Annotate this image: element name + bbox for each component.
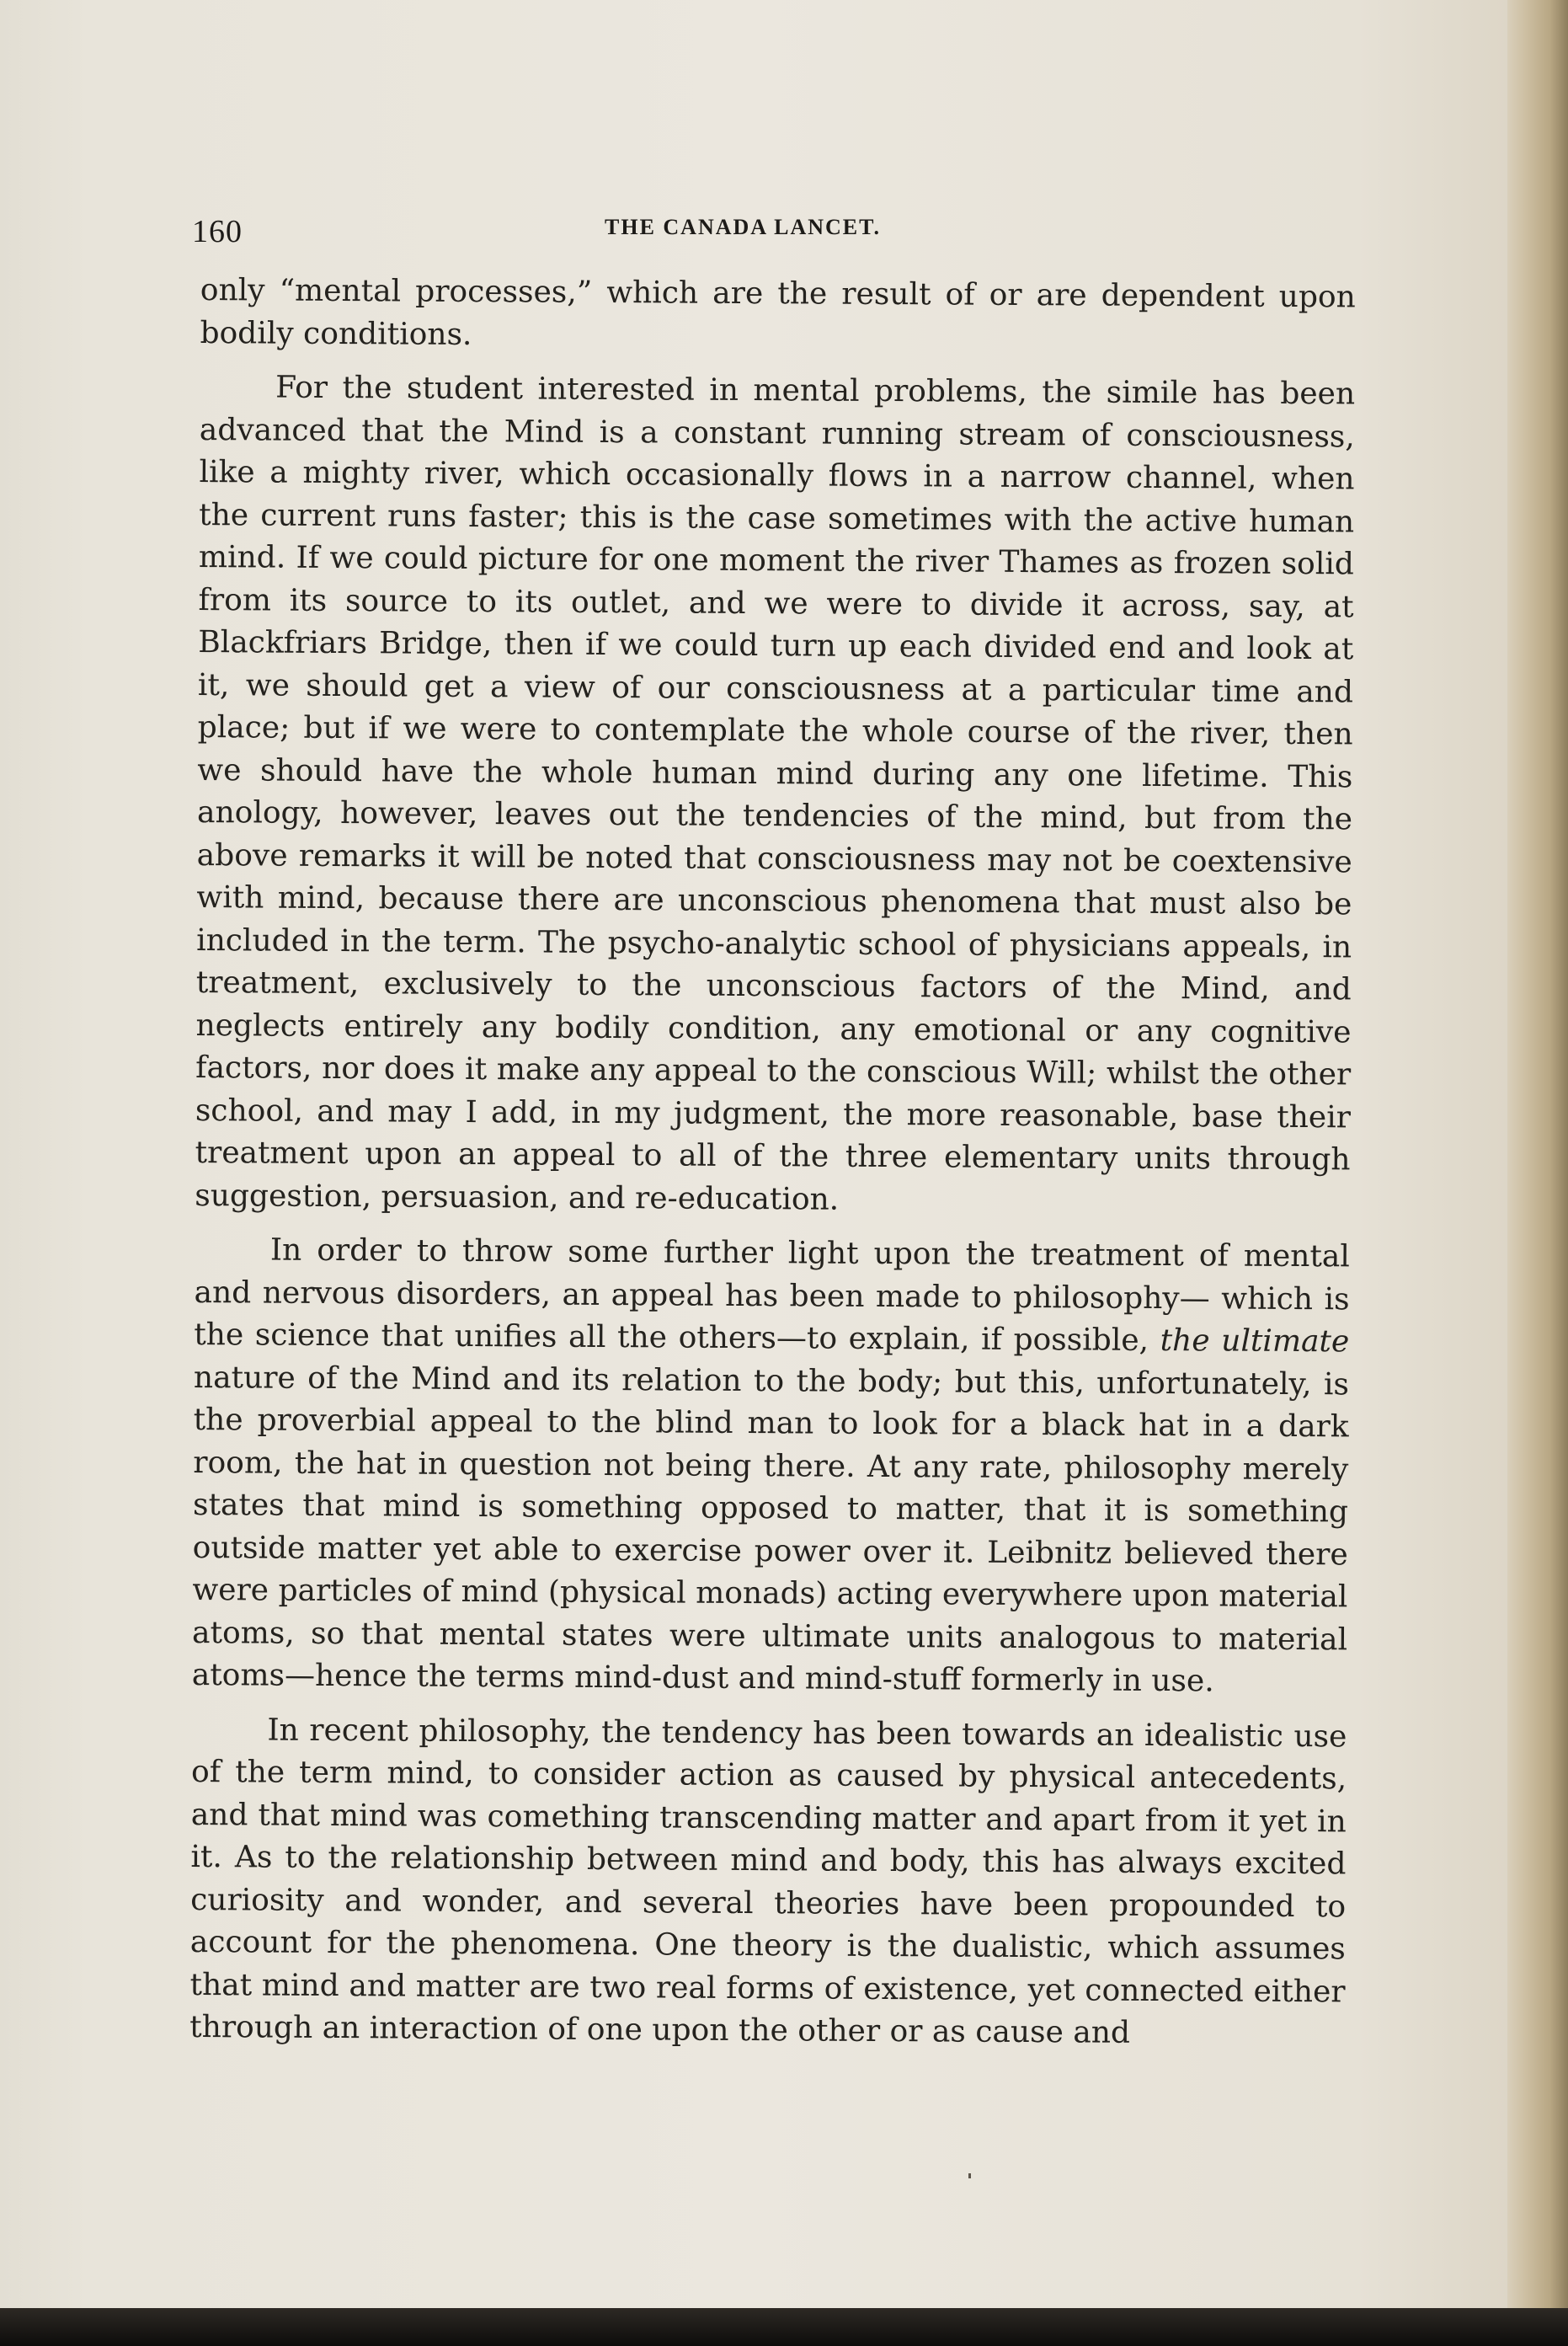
body-text bbox=[189, 270, 1356, 2068]
paragraph-3-part-2: nature of the Mind and its relation to the body; but this, unfortunately, is the proverbial appeal to the blind man to look for a black hat in a dark room, the hat in question not being there. At any rate, philosophy merely states that mind is something opposed to matter, that it is something outside matter yet able to exercise power over it. Leibnitz believed there were particles of mind (physical monads) acting everywhere upon material atoms, so that mental states were ultimate units analogous to material atoms—hence the terms mind-dust and mind-stuff formerly in use. bbox=[191, 1360, 1350, 1699]
paragraph-3-italic: the ultimate bbox=[1160, 1323, 1350, 1360]
paragraph-1: only “mental processes,” which are the result of or are dependent upon bodily conditions. bbox=[200, 272, 1356, 352]
ink-speck bbox=[968, 2173, 971, 2178]
page-header bbox=[192, 206, 1354, 257]
page-edge-shadow bbox=[1507, 0, 1568, 2346]
paragraph-4: In recent philosophy, the tendency has been towards an idealistic use of the term mind, to consider action as caused by physical antecedents, and that mind was comething transcending matter and apart from it yet in it. As to the relationship between mind and body, this has always excited curiosity and wonder, and several theories have been propounded to account for the phenomena. One theory is the dualistic, which assumes that mind and matter are two real forms of existence, yet connected either through an interaction of one upon the other or as cause and bbox=[189, 1713, 1347, 2050]
running-head: THE CANADA LANCET. bbox=[605, 215, 882, 239]
paragraph-2: For the student interested in mental problems, the simile has been advanced that the Mind is a constant running stream of consciousness, like a mighty river, which occasionally flows in a narrow channel, when the current runs faster; this is the case sometimes with the active human mind. If we could picture for one moment the river Thames as frozen solid from its source to its outlet, and we were to divide it across, say, at Blackfriars Bridge, then if we could turn up each divided end and look at it, we should get a view of our consciousness at a particular time and place; but if we were to contemplate the whole course of the river, then we should have the whole human mind during any one lifetime. This anology, however, leaves out the tendencies of the mind, but from the above remarks it will be noted that consciousness may not be coextensive with mind, because there are unconscious phenomena that must also be included in the term. The psycho-analytic school of physicians appeals, in treatment, exclusively to the unconscious factors of the Mind, and neglects entirely any bodily condition, any emotional or any cognitive factors, nor does it make any appeal to the conscious Will; whilst the other school, and may I add, in my judgment, the more reasonable, base their treatment upon an appeal to all of the three elementary units through suggestion, persuasion, and re-education. bbox=[195, 370, 1356, 1217]
bottom-binding-shadow bbox=[0, 2308, 1568, 2346]
paragraph-3-part-1: In order to throw some further light upon the treatment of mental and nervous disorders, an appeal has been made to philosophy— which is the science that unifies all the others—to explain, if possible, bbox=[194, 1232, 1350, 1358]
page-number: 160 bbox=[192, 214, 243, 249]
paragraph-3 bbox=[192, 1229, 1350, 1704]
